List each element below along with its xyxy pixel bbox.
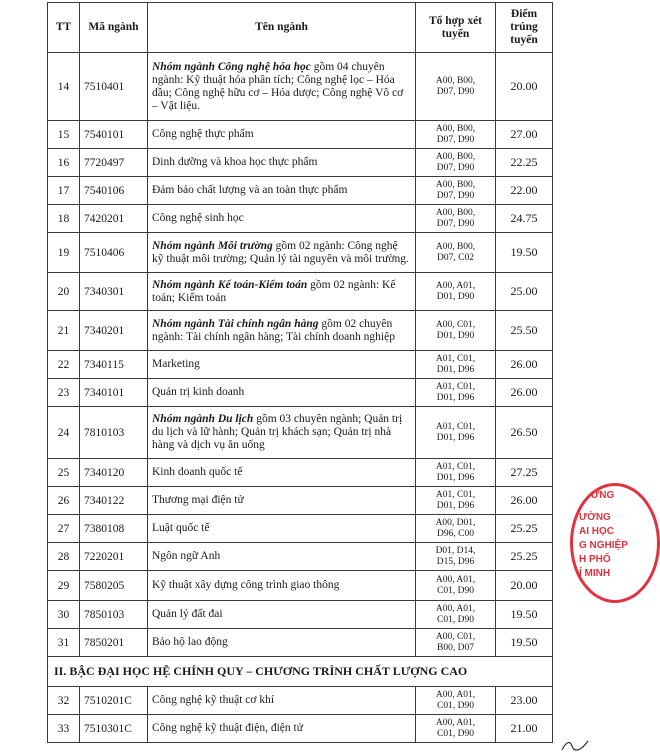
row-number: 29	[48, 571, 80, 601]
major-code: 7380108	[80, 515, 148, 543]
cutoff-score: 25.25	[496, 515, 553, 543]
seal-text: H PHỐ	[579, 554, 611, 565]
subject-combination	[416, 629, 496, 657]
table-row	[48, 459, 553, 487]
row-number: 23	[48, 379, 80, 407]
combination-line: D96, C00	[437, 528, 474, 539]
cutoff-score: 26.00	[496, 487, 553, 515]
cutoff-score: 20.00	[496, 53, 553, 121]
cutoff-score: 25.00	[496, 273, 553, 311]
major-name: Đảm bảo chất lượng và an toàn thực phẩm	[148, 177, 416, 205]
combination-line: A00, B00,	[435, 241, 476, 252]
major-code: 7850201	[80, 629, 148, 657]
combination-line: D07, D90	[436, 134, 475, 145]
combination-line: D01, D90	[436, 291, 475, 302]
combination-line: D01, D96	[436, 500, 475, 511]
combination-line: D07, D90	[436, 218, 475, 229]
school-seal	[570, 483, 660, 603]
cutoff-score: 27.00	[496, 121, 553, 149]
major-code: 7510401	[80, 53, 148, 121]
major-name	[148, 53, 416, 121]
combination-line: C01, D90	[437, 614, 474, 625]
major-name: Ngôn ngữ Anh	[148, 543, 416, 571]
table-row	[48, 515, 553, 543]
major-name	[148, 273, 416, 311]
subject-combination	[416, 571, 496, 601]
table-row	[48, 715, 553, 743]
combination-line: C01, D90	[437, 585, 474, 596]
combination-line: A00, B00,	[435, 75, 476, 86]
cutoff-score: 19.50	[496, 233, 553, 273]
table-row	[48, 177, 553, 205]
row-number: 32	[48, 687, 80, 715]
row-number: 33	[48, 715, 80, 743]
seal-text: ƯNG	[591, 490, 615, 501]
subject-combination	[416, 687, 496, 715]
combination-line: A00, C01,	[435, 631, 476, 642]
major-name: Công nghệ kỹ thuật cơ khí	[148, 687, 416, 715]
header-score: Điểm trúng tuyển	[496, 3, 553, 53]
header-tt: TT	[48, 3, 80, 53]
row-number: 31	[48, 629, 80, 657]
row-number: 30	[48, 601, 80, 629]
table-row	[48, 571, 553, 601]
row-number: 14	[48, 53, 80, 121]
major-name: Quản lý đất đai	[148, 601, 416, 629]
combination-line: A01, C01,	[435, 381, 476, 392]
combination-line: D01, D96	[436, 432, 475, 443]
row-number: 22	[48, 351, 80, 379]
combination-line: A00, A01,	[435, 574, 476, 585]
combination-line: A00, B00,	[435, 179, 476, 190]
subject-combination	[416, 53, 496, 121]
seal-text: ƯỜNG	[579, 512, 611, 523]
table-row	[48, 273, 553, 311]
admission-score-table	[47, 2, 553, 743]
major-name: Kỹ thuật xây dựng công trình giao thông	[148, 571, 416, 601]
combination-line: D07, D90	[436, 190, 475, 201]
combination-line: B00, D07	[437, 642, 474, 653]
table-row	[48, 121, 553, 149]
cutoff-score: 26.00	[496, 379, 553, 407]
cutoff-score: 26.00	[496, 351, 553, 379]
major-code: 7510301C	[80, 715, 148, 743]
combination-line: D01, D96	[436, 364, 475, 375]
table-row	[48, 351, 553, 379]
major-name: Luật quốc tế	[148, 515, 416, 543]
cutoff-score: 21.00	[496, 715, 553, 743]
row-number: 27	[48, 515, 80, 543]
header-combo: Tổ hợp xét tuyển	[416, 3, 496, 53]
major-name: Công nghệ thực phẩm	[148, 121, 416, 149]
combination-line: D07, D90	[436, 86, 475, 97]
seal-text: AI HỌC	[579, 526, 614, 537]
subject-combination	[416, 407, 496, 459]
major-name: Dinh dưỡng và khoa học thực phẩm	[148, 149, 416, 177]
major-code: 7540106	[80, 177, 148, 205]
seal-text: Í MINH	[579, 568, 611, 579]
row-number: 20	[48, 273, 80, 311]
table-row	[48, 311, 553, 351]
major-name: Quản trị kinh doanh	[148, 379, 416, 407]
major-name: Công nghệ kỹ thuật điện, điện tử	[148, 715, 416, 743]
row-number: 15	[48, 121, 80, 149]
table-row	[48, 233, 553, 273]
subject-combination	[416, 515, 496, 543]
section-row	[48, 657, 553, 687]
section-title: II. BẬC ĐẠI HỌC HỆ CHÍNH QUY – CHƯƠNG TRÌNH CHẤT LƯỢNG CAO	[48, 657, 553, 687]
combination-line: D07, C02	[437, 252, 474, 263]
table-body-regular	[48, 53, 553, 657]
major-code: 7420201	[80, 205, 148, 233]
cutoff-score: 27.25	[496, 459, 553, 487]
row-number: 16	[48, 149, 80, 177]
cutoff-score: 26.50	[496, 407, 553, 459]
major-code: 7810103	[80, 407, 148, 459]
table-row	[48, 687, 553, 715]
major-code: 7340120	[80, 459, 148, 487]
section-body	[48, 657, 553, 687]
major-code: 7220201	[80, 543, 148, 571]
combination-line: A00, B00,	[435, 123, 476, 134]
combination-line: A00, A01,	[435, 280, 476, 291]
major-code: 7540101	[80, 121, 148, 149]
major-code: 7340201	[80, 311, 148, 351]
subject-combination	[416, 601, 496, 629]
major-name: Công nghệ sinh học	[148, 205, 416, 233]
major-code: 7340115	[80, 351, 148, 379]
combination-line: A00, A01,	[435, 689, 476, 700]
row-number: 26	[48, 487, 80, 515]
major-code: 7580205	[80, 571, 148, 601]
subject-combination	[416, 543, 496, 571]
table-row	[48, 543, 553, 571]
cutoff-score: 25.25	[496, 543, 553, 571]
major-group-name: Nhóm ngành Tài chính ngân hàng	[152, 317, 319, 330]
major-code: 7510406	[80, 233, 148, 273]
major-name: Marketing	[148, 351, 416, 379]
subject-combination	[416, 311, 496, 351]
subject-combination	[416, 233, 496, 273]
cutoff-score: 23.00	[496, 687, 553, 715]
combination-line: D01, D90	[436, 330, 475, 341]
major-code: 7510201C	[80, 687, 148, 715]
table-row	[48, 379, 553, 407]
combination-line: A00, C01,	[435, 319, 476, 330]
major-group-name: Nhóm ngành Công nghệ hóa học	[152, 60, 311, 73]
combination-line: D01, D14,	[435, 545, 476, 556]
combination-line: A01, C01,	[435, 489, 476, 500]
row-number: 25	[48, 459, 80, 487]
table-row	[48, 629, 553, 657]
header-name: Tên ngành	[148, 3, 416, 53]
combination-line: D01, D96	[436, 472, 475, 483]
combination-line: D01, D96	[436, 392, 475, 403]
subject-combination	[416, 487, 496, 515]
major-name: Kinh doanh quốc tế	[148, 459, 416, 487]
cutoff-score: 22.25	[496, 149, 553, 177]
table-row	[48, 149, 553, 177]
subject-combination	[416, 351, 496, 379]
subject-combination	[416, 121, 496, 149]
subject-combination	[416, 715, 496, 743]
combination-line: A00, A01,	[435, 603, 476, 614]
subject-combination	[416, 273, 496, 311]
table-row	[48, 487, 553, 515]
subject-combination	[416, 149, 496, 177]
combination-line: D15, D96	[436, 556, 475, 567]
major-group-detail: gồm 02 ngành: Công nghệ kỹ thuật môi trường; Quản lý tài nguyên và môi trường.	[152, 239, 409, 265]
subject-combination	[416, 205, 496, 233]
combination-line: A00, A01,	[435, 717, 476, 728]
major-group-name: Nhóm ngành Môi trường	[152, 239, 273, 252]
combination-line: A01, C01,	[435, 461, 476, 472]
major-group-detail: gồm 02 ngành: Kế toán; Kiểm toán	[152, 278, 396, 304]
cutoff-score: 25.50	[496, 311, 553, 351]
signature-mark	[560, 738, 590, 752]
major-name	[148, 407, 416, 459]
cutoff-score: 19.50	[496, 601, 553, 629]
table-row	[48, 601, 553, 629]
cutoff-score: 24.75	[496, 205, 553, 233]
combination-line: C01, D90	[437, 728, 474, 739]
major-group-name: Nhóm ngành Kế toán-Kiểm toán	[152, 278, 308, 291]
combination-line: A00, D01,	[435, 517, 476, 528]
table-row	[48, 53, 553, 121]
major-code: 7720497	[80, 149, 148, 177]
subject-combination	[416, 379, 496, 407]
major-code: 7340122	[80, 487, 148, 515]
combination-line: A01, C01,	[435, 421, 476, 432]
cutoff-score: 20.00	[496, 571, 553, 601]
table-row	[48, 407, 553, 459]
major-name: Bảo hộ lao động	[148, 629, 416, 657]
table-body-high-quality	[48, 687, 553, 743]
row-number: 19	[48, 233, 80, 273]
subject-combination	[416, 177, 496, 205]
combination-line: A00, B00,	[435, 207, 476, 218]
row-number: 18	[48, 205, 80, 233]
seal-text: G NGHIỆP	[579, 540, 628, 551]
major-group-detail: gồm 03 chuyên ngành; Quản trị du lịch và lữ hành; Quản trị khách sạn; Quản trị nhà hàng và dịch vụ ăn uống	[152, 413, 403, 451]
cutoff-score: 22.00	[496, 177, 553, 205]
combination-line: A00, B00,	[435, 151, 476, 162]
major-code: 7340101	[80, 379, 148, 407]
row-number: 24	[48, 407, 80, 459]
combination-line: C01, D90	[437, 700, 474, 711]
row-number: 17	[48, 177, 80, 205]
cutoff-score: 19.50	[496, 629, 553, 657]
row-number: 28	[48, 543, 80, 571]
major-group-detail: gồm 04 chuyên ngành: Kỹ thuật hóa phân tích; Công nghệ lọc – Hóa dầu; Công nghệ hữu cơ – Hóa dược; Công nghệ Vô cơ – Vật liệu.	[152, 60, 404, 112]
header-code: Mã ngành	[80, 3, 148, 53]
major-code: 7850103	[80, 601, 148, 629]
major-name: Thương mại điện tử	[148, 487, 416, 515]
table-row	[48, 205, 553, 233]
combination-line: A01, C01,	[435, 353, 476, 364]
major-code: 7340301	[80, 273, 148, 311]
major-name	[148, 233, 416, 273]
major-group-name: Nhóm ngành Du lịch	[152, 413, 254, 425]
subject-combination	[416, 459, 496, 487]
major-group-detail: gồm 02 chuyên ngành: Tài chính ngân hàng; Tài chính doanh nghiệp	[152, 317, 395, 343]
row-number: 21	[48, 311, 80, 351]
combination-line: D07, D90	[436, 162, 475, 173]
major-name	[148, 311, 416, 351]
table-header-row	[48, 3, 553, 53]
